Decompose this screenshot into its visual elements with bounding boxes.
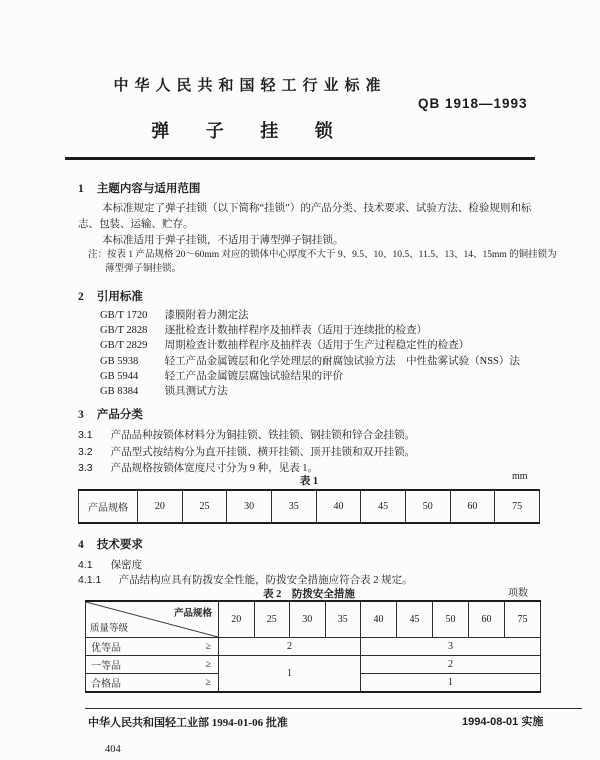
table-2-value-cell: 1 <box>219 656 361 693</box>
clause-number: 3.1 <box>78 429 93 441</box>
table-1-cell: 35 <box>271 490 316 523</box>
table-2-diagonal-header <box>86 601 219 638</box>
table-1 <box>78 489 540 524</box>
table-1-unit: mm <box>512 471 528 482</box>
clause-4-1 <box>78 557 142 572</box>
diagonal-top-label: 产品规格 <box>173 609 212 619</box>
section-4-number: 4 <box>78 539 84 551</box>
reference-code: GB 5938 <box>100 355 139 367</box>
reference-code: GB/T 2828 <box>100 325 148 337</box>
reference-title: 锁具测试方法 <box>164 386 228 398</box>
table-2-row-premium <box>86 638 541 656</box>
section-1-paragraph-2: 本标准适用于弹子挂锁，不适用于薄型弹子铜挂锁。 <box>102 235 344 246</box>
table-1-cell: 40 <box>316 490 361 523</box>
table-2-column-header: 40 <box>361 601 397 638</box>
gte-symbol: ≥ <box>205 677 211 688</box>
table-2-column-header: 50 <box>433 601 469 638</box>
reference-item <box>100 384 520 399</box>
table-2-column-header: 35 <box>325 601 361 638</box>
gte-symbol: ≥ <box>205 641 211 652</box>
reference-list <box>100 308 520 399</box>
clause-text: 产品型式按结构分为直开挂锁、横开挂锁、顶开挂锁和双开挂锁。 <box>110 447 416 458</box>
table-2 <box>85 600 541 693</box>
table-1-caption: 表 1 <box>299 476 319 487</box>
clause-number: 3.3 <box>78 462 93 474</box>
approval-note: 中华人民共和国轻工业部 1994-01-06 批准 <box>88 717 288 729</box>
table-2-value-cell: 1 <box>361 674 541 693</box>
reference-item <box>100 338 520 353</box>
reference-title: 漆膜附着力测定法 <box>164 310 249 321</box>
table-1-cell: 20 <box>138 490 183 523</box>
table-2-column-header: 45 <box>397 601 433 638</box>
section-1-paragraph-1: 本标准规定了弹子挂锁（以下简称“挂锁”）的产品分类、技术要求、试验方法、检验规则和标志、包装、运输、贮存。 <box>78 203 532 230</box>
reference-title: 逐批检查计数抽样程序及抽样表（适用于连续批的检查） <box>164 325 428 337</box>
reference-code: GB/T 1720 <box>100 310 148 321</box>
table-1-cell: 30 <box>227 490 272 523</box>
clause-3-2 <box>78 444 415 459</box>
standard-number: QB 1918—1993 <box>418 96 528 111</box>
clause-text: 产品品种按锁体材料分为铜挂锁、铁挂锁、钢挂锁和锌合金挂锁。 <box>110 430 416 441</box>
note-text: 按表 1 产品规格 20～60mm 对应的锁体中心厚度不大于 9、9.5、10、10.5、11.5、13、14、15mm 的铜挂锁为薄型弹子铜挂锁。 <box>105 250 557 274</box>
table-2-row-first-grade <box>86 656 541 674</box>
reference-item <box>100 323 520 338</box>
grade-label-cell <box>86 656 219 674</box>
reference-title: 轻工产品金属镀层腐蚀试验结果的评价 <box>164 370 344 382</box>
clause-number: 4.1.1 <box>78 574 102 586</box>
section-3-number: 3 <box>78 409 84 421</box>
table-1-cell: 45 <box>361 490 406 523</box>
section-2-number: 2 <box>78 291 84 303</box>
table-1-cell: 60 <box>450 490 495 523</box>
clause-4-1-1 <box>78 572 413 587</box>
grade-label: 合格品 <box>91 679 121 690</box>
footer-rule <box>85 708 582 709</box>
grade-label: 优等品 <box>91 643 121 654</box>
header-rule <box>65 157 535 160</box>
table-2-header-row <box>86 601 541 638</box>
reference-item <box>100 369 520 384</box>
section-4-title: 技术要求 <box>96 539 143 551</box>
table-2-column-header: 75 <box>505 601 541 638</box>
reference-title: 轻工产品金属镀层和化学处理层的耐腐蚀试验方法 中性盐雾试验（NSS）法 <box>164 355 520 367</box>
note-prefix: 注： <box>88 250 108 260</box>
reference-item <box>100 308 520 323</box>
section-1-heading <box>78 180 200 196</box>
table-1-row <box>79 490 540 523</box>
table-1-cell: 25 <box>182 490 227 523</box>
reference-code: GB 8384 <box>100 386 139 398</box>
table-2-column-header: 60 <box>469 601 505 638</box>
grade-label: 一等品 <box>91 661 121 672</box>
table-2-unit: 项数 <box>508 588 528 599</box>
reference-code: GB/T 2829 <box>100 340 148 352</box>
table-2-value-cell: 2 <box>219 638 361 656</box>
table-2-caption: 表 2 防拨安全措施 <box>263 589 355 600</box>
table-2-column-header: 30 <box>290 601 326 638</box>
section-2-title: 引用标准 <box>96 291 143 303</box>
reference-title: 周期检查计数抽样程序及抽样表（适用于生产过程稳定性的检查） <box>164 340 470 352</box>
grade-label-cell <box>86 638 219 656</box>
clause-number: 4.1 <box>78 559 93 571</box>
grade-label-cell <box>86 674 219 693</box>
section-3-heading <box>78 406 143 422</box>
table-1-row-label: 产品规格 <box>79 490 138 523</box>
clause-text: 产品结构应具有防拨安全性能，防拨安全措施应符合表 2 规定。 <box>118 575 413 586</box>
table-2-value-cell: 3 <box>361 638 541 656</box>
section-3-title: 产品分类 <box>96 409 143 421</box>
table-2-value-cell: 2 <box>361 656 541 674</box>
section-1-title: 主题内容与适用范围 <box>96 183 201 195</box>
clause-3-1 <box>78 427 415 442</box>
table-2-column-header: 25 <box>254 601 290 638</box>
section-4-heading <box>78 536 143 552</box>
section-2-heading <box>78 288 143 304</box>
document-title: 弹 子 挂 锁 <box>151 121 349 141</box>
section-1-number: 1 <box>78 183 84 195</box>
reference-item <box>100 354 520 369</box>
page-number: 404 <box>105 744 121 755</box>
table-1-cell: 50 <box>405 490 450 523</box>
section-1-note <box>88 248 560 276</box>
diagonal-bottom-label: 质量等级 <box>90 624 129 634</box>
gte-symbol: ≥ <box>205 659 211 670</box>
standard-type-heading: 中华人民共和国轻工行业标准 <box>113 78 387 94</box>
implementation-date: 1994-08-01 实施 <box>462 716 544 728</box>
clause-number: 3.2 <box>78 446 93 458</box>
reference-code: GB 5944 <box>100 370 139 382</box>
table-1-cell: 75 <box>495 490 540 523</box>
table-2-column-header: 20 <box>219 601 255 638</box>
clause-text: 产品规格按锁体宽度尺寸分为 9 种，见表 1。 <box>110 463 318 474</box>
clause-text: 保密度 <box>110 560 143 571</box>
